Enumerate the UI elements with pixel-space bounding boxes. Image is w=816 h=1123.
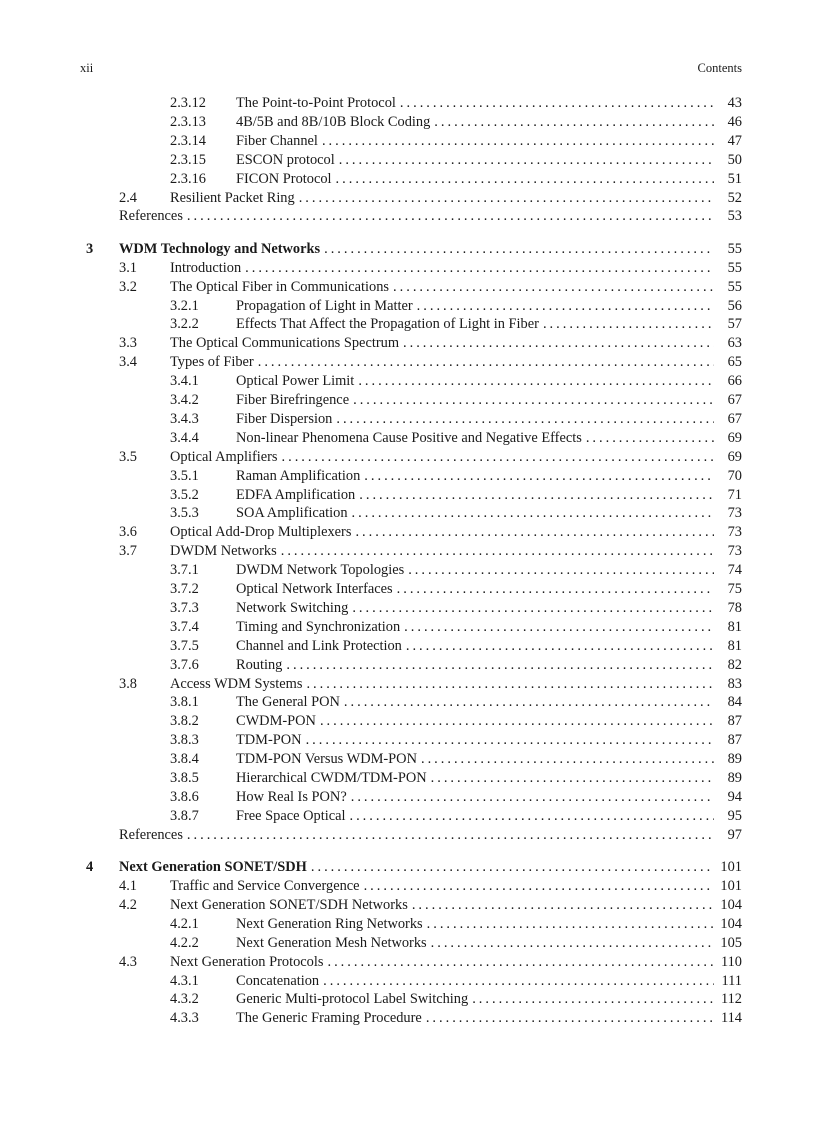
- entry-title: Access WDM Systems: [170, 675, 306, 694]
- entry-title: Optical Add-Drop Multiplexers: [170, 523, 355, 542]
- section-number: 3.1: [119, 259, 137, 276]
- toc-section-entry[interactable]: [0, 877, 816, 896]
- entry-title-leader: [236, 486, 714, 505]
- entry-title: Hierarchical CWDM/TDM-PON: [236, 769, 431, 788]
- entry-title-leader: [236, 915, 714, 934]
- toc-subsection-entry[interactable]: [0, 561, 816, 580]
- entry-title: The Optical Fiber in Communications: [170, 278, 393, 297]
- entry-title-leader: [236, 170, 714, 189]
- entry-title: References: [119, 207, 187, 226]
- page-reference: 46: [727, 113, 742, 130]
- section-number: 3.7.4: [170, 618, 199, 635]
- entry-title: Optical Power Limit: [236, 372, 358, 391]
- entry-title-leader: [170, 189, 714, 208]
- dot-leader: [352, 504, 714, 523]
- section-number: 4.2: [119, 896, 137, 913]
- entry-title-leader: [236, 807, 714, 826]
- toc-section-entry[interactable]: [0, 259, 816, 278]
- entry-title-leader: [170, 675, 714, 694]
- toc-subsection-entry[interactable]: [0, 990, 816, 1009]
- page-reference: 84: [727, 694, 742, 711]
- entry-title-leader: [236, 580, 714, 599]
- entry-title: References: [119, 826, 187, 845]
- entry-title-leader: [170, 278, 714, 297]
- entry-title-leader: [236, 391, 714, 410]
- entry-title: DWDM Networks: [170, 542, 281, 561]
- dot-leader: [364, 467, 714, 486]
- page-reference: 94: [727, 788, 742, 805]
- entry-title-leader: [170, 334, 714, 353]
- dot-leader: [327, 953, 714, 972]
- section-number: 3.7.3: [170, 599, 199, 616]
- entry-title-leader: [119, 826, 714, 845]
- section-number: 3.2: [119, 278, 137, 295]
- section-number: 3.8.3: [170, 732, 199, 749]
- chapter-number: 4: [86, 859, 94, 876]
- page-reference: 67: [727, 410, 742, 427]
- entry-title: Concatenation: [236, 972, 323, 991]
- entry-title-leader: [236, 132, 714, 151]
- section-number: 2.4: [119, 189, 137, 206]
- entry-title: Next Generation SONET/SDH: [119, 858, 311, 877]
- dot-leader: [472, 990, 714, 1009]
- section-number: 3.4.2: [170, 392, 199, 408]
- entry-title-leader: [236, 769, 714, 788]
- page-reference: 73: [727, 505, 742, 522]
- entry-title-leader: [236, 693, 714, 712]
- page-reference: 104: [720, 915, 742, 932]
- entry-title-leader: [236, 990, 714, 1009]
- entry-title: ESCON protocol: [236, 151, 339, 170]
- toc-subsection-entry[interactable]: [0, 372, 816, 391]
- dot-leader: [339, 151, 714, 170]
- toc-subsection-entry[interactable]: [0, 1009, 816, 1028]
- entry-title-leader: [236, 315, 714, 334]
- section-number: 3.5: [119, 448, 137, 465]
- page-reference: 75: [727, 581, 742, 597]
- section-number: 3.7.5: [170, 637, 199, 654]
- page-reference: 70: [727, 467, 742, 484]
- page-reference: 55: [727, 278, 742, 295]
- entry-title-leader: [236, 599, 714, 618]
- toc-section-entry[interactable]: [0, 278, 816, 297]
- entry-title: Non-linear Phenomena Cause Positive and Negative Effects: [236, 429, 586, 448]
- dot-leader: [393, 278, 714, 297]
- dot-leader: [351, 788, 714, 807]
- entry-title-leader: [236, 750, 714, 769]
- dot-leader: [187, 207, 714, 226]
- entry-title-leader: [236, 429, 714, 448]
- dot-leader: [306, 731, 714, 750]
- dot-leader: [323, 972, 714, 991]
- entry-title: Fiber Birefringence: [236, 391, 353, 410]
- section-number: 4.1: [119, 878, 137, 894]
- toc-section-entry[interactable]: [0, 448, 816, 467]
- entry-title-leader: [236, 618, 714, 637]
- entry-title-leader: [236, 972, 714, 991]
- section-number: 3.5.1: [170, 467, 199, 484]
- entry-title-leader: [236, 934, 714, 953]
- section-number: 4.2.2: [170, 934, 199, 951]
- dot-leader: [322, 132, 714, 151]
- page-reference: 110: [720, 953, 742, 970]
- section-number: 3.8.7: [170, 807, 199, 824]
- page-reference: 53: [727, 208, 742, 225]
- page-reference: 51: [727, 170, 742, 187]
- page-reference: 66: [727, 373, 742, 390]
- dot-leader: [282, 448, 714, 467]
- toc-chapter-entry[interactable]: [0, 240, 816, 259]
- section-number: 3.8.6: [170, 788, 199, 805]
- entry-title: Network Switching: [236, 599, 352, 618]
- entry-title-leader: [170, 353, 714, 372]
- entry-title-leader: [236, 467, 714, 486]
- toc-subsection-entry[interactable]: [0, 504, 816, 523]
- page-reference: 101: [720, 878, 742, 894]
- dot-leader: [336, 410, 714, 429]
- section-number: 4.3.2: [170, 991, 199, 1008]
- toc-subsection-entry[interactable]: [0, 750, 816, 769]
- dot-leader: [431, 934, 714, 953]
- entry-title-leader: [236, 561, 714, 580]
- page-reference: 52: [727, 189, 742, 206]
- dot-leader: [421, 750, 714, 769]
- entry-title-leader: [236, 113, 714, 132]
- dot-leader: [281, 542, 714, 561]
- page-reference: 43: [727, 95, 742, 111]
- toc-subsection-entry[interactable]: [0, 599, 816, 618]
- entry-title-leader: [236, 1009, 714, 1028]
- dot-leader: [344, 693, 714, 712]
- entry-title: How Real Is PON?: [236, 788, 351, 807]
- page-reference: 63: [727, 335, 742, 352]
- toc-subsection-entry[interactable]: [0, 94, 816, 113]
- entry-title-leader: [236, 712, 714, 731]
- entry-title-leader: [119, 240, 714, 259]
- page-reference: 89: [727, 770, 742, 786]
- entry-title-leader: [236, 788, 714, 807]
- dot-leader: [400, 94, 714, 113]
- page-reference: 67: [727, 392, 742, 408]
- section-number: 2.3.14: [170, 132, 206, 149]
- page-reference: 69: [727, 448, 742, 465]
- section-number: 3.5.3: [170, 505, 199, 522]
- section-number: 3.6: [119, 524, 137, 541]
- entry-title-leader: [170, 542, 714, 561]
- toc-subsection-entry[interactable]: [0, 807, 816, 826]
- dot-leader: [286, 656, 714, 675]
- toc-chapter-entry[interactable]: [0, 858, 816, 877]
- dot-leader: [358, 372, 714, 391]
- page-reference: 73: [727, 524, 742, 541]
- entry-title: Effects That Affect the Propagation of Light in Fiber: [236, 315, 543, 334]
- section-number: 3.8.4: [170, 751, 199, 768]
- dot-leader: [403, 334, 714, 353]
- entry-title: TDM-PON: [236, 731, 306, 750]
- toc-section-entry[interactable]: [0, 953, 816, 972]
- toc-subsection-entry[interactable]: [0, 113, 816, 132]
- page-reference: 81: [727, 618, 742, 635]
- section-number: 4.3.1: [170, 972, 199, 989]
- page-reference: 101: [720, 859, 742, 876]
- page-reference: 71: [727, 486, 742, 503]
- page-reference: 87: [727, 732, 742, 749]
- dot-leader: [427, 915, 714, 934]
- entry-title-leader: [170, 259, 714, 278]
- dot-leader: [352, 599, 714, 618]
- dot-leader: [353, 391, 714, 410]
- section-number: 3.2.2: [170, 316, 199, 333]
- dot-leader: [258, 353, 714, 372]
- entry-title: FICON Protocol: [236, 170, 336, 189]
- toc-subsection-entry[interactable]: [0, 618, 816, 637]
- section-number: 3.4.1: [170, 373, 199, 390]
- toc-section-entry[interactable]: [0, 675, 816, 694]
- dot-leader: [408, 561, 714, 580]
- entry-title-leader: [236, 656, 714, 675]
- section-number: 3.3: [119, 335, 137, 352]
- toc-subsection-entry[interactable]: [0, 693, 816, 712]
- toc-subsection-entry[interactable]: [0, 151, 816, 170]
- page-reference: 95: [727, 807, 742, 824]
- entry-title-leader: [170, 896, 714, 915]
- page-reference: 50: [727, 151, 742, 168]
- page-reference: 87: [727, 713, 742, 730]
- entry-title: DWDM Network Topologies: [236, 561, 408, 580]
- entry-title: Next Generation Mesh Networks: [236, 934, 431, 953]
- entry-title: Routing: [236, 656, 286, 675]
- page-reference: 78: [727, 599, 742, 616]
- toc-subsection-entry[interactable]: [0, 467, 816, 486]
- page-reference: 57: [727, 316, 742, 333]
- toc-subsection-entry[interactable]: [0, 315, 816, 334]
- entry-title: Optical Amplifiers: [170, 448, 282, 467]
- entry-title-leader: [236, 410, 714, 429]
- dot-leader: [397, 580, 714, 599]
- page-reference: 105: [720, 934, 742, 951]
- page-reference: 73: [727, 543, 742, 560]
- entry-title-leader: [119, 858, 714, 877]
- entry-title: Next Generation SONET/SDH Networks: [170, 896, 412, 915]
- toc-subsection-entry[interactable]: [0, 731, 816, 750]
- toc-subsection-entry[interactable]: [0, 934, 816, 953]
- toc-subsection-entry[interactable]: [0, 656, 816, 675]
- entry-title: Fiber Channel: [236, 132, 322, 151]
- toc-section-entry[interactable]: [0, 189, 816, 208]
- page-reference: 104: [720, 896, 742, 913]
- chapter-number: 3: [86, 240, 94, 257]
- dot-leader: [299, 189, 714, 208]
- dot-leader: [306, 675, 714, 694]
- entry-title-leader: [170, 877, 714, 896]
- entry-title: The Optical Communications Spectrum: [170, 334, 403, 353]
- section-number: 3.8: [119, 675, 137, 692]
- dot-leader: [320, 712, 714, 731]
- page-reference: 74: [727, 562, 742, 579]
- page-reference: 97: [727, 826, 742, 843]
- entry-title-leader: [170, 448, 714, 467]
- page-reference: 114: [720, 1010, 742, 1027]
- entry-title: Timing and Synchronization: [236, 618, 404, 637]
- dot-leader: [364, 877, 714, 896]
- entry-title-leader: [236, 372, 714, 391]
- section-number: 3.7.2: [170, 581, 199, 597]
- toc-subsection-entry[interactable]: [0, 170, 816, 189]
- entry-title: WDM Technology and Networks: [119, 240, 324, 259]
- dot-leader: [324, 240, 714, 259]
- dot-leader: [426, 1009, 714, 1028]
- entry-title: 4B/5B and 8B/10B Block Coding: [236, 113, 434, 132]
- page-reference: 56: [727, 297, 742, 314]
- entry-title: TDM-PON Versus WDM-PON: [236, 750, 421, 769]
- entry-title: CWDM-PON: [236, 712, 320, 731]
- section-number: 3.4.4: [170, 429, 199, 446]
- section-number: 3.8.2: [170, 713, 199, 730]
- dot-leader: [543, 315, 714, 334]
- page-reference: 47: [727, 132, 742, 149]
- toc-subsection-entry[interactable]: [0, 769, 816, 788]
- section-number: 3.7: [119, 543, 137, 560]
- entry-title: Types of Fiber: [170, 353, 258, 372]
- entry-title: Optical Network Interfaces: [236, 580, 397, 599]
- dot-leader: [187, 826, 714, 845]
- toc-subsection-entry[interactable]: [0, 972, 816, 991]
- toc-subsection-entry[interactable]: [0, 391, 816, 410]
- toc-references-entry[interactable]: [0, 826, 816, 845]
- section-number: 3.8.5: [170, 770, 199, 786]
- section-number: 2.3.12: [170, 95, 206, 111]
- page-number: xii: [80, 61, 94, 75]
- entry-title-leader: [236, 731, 714, 750]
- entry-title: Introduction: [170, 259, 245, 278]
- entry-title: Next Generation Ring Networks: [236, 915, 427, 934]
- dot-leader: [412, 896, 714, 915]
- dot-leader: [586, 429, 714, 448]
- entry-title: The Point-to-Point Protocol: [236, 94, 400, 113]
- toc-subsection-entry[interactable]: [0, 915, 816, 934]
- toc-subsection-entry[interactable]: [0, 788, 816, 807]
- entry-title-leader: [170, 953, 714, 972]
- dot-leader: [311, 858, 714, 877]
- dot-leader: [359, 486, 714, 505]
- toc-subsection-entry[interactable]: [0, 712, 816, 731]
- toc-subsection-entry[interactable]: [0, 410, 816, 429]
- entry-title-leader: [236, 94, 714, 113]
- entry-title-leader: [236, 151, 714, 170]
- section-number: 3.2.1: [170, 297, 199, 314]
- entry-title: Traffic and Service Convergence: [170, 877, 364, 896]
- toc-subsection-entry[interactable]: [0, 297, 816, 316]
- page-reference: 111: [721, 972, 742, 989]
- page-reference: 83: [727, 675, 742, 692]
- entry-title-leader: [170, 523, 714, 542]
- section-number: 4.3: [119, 953, 137, 970]
- dot-leader: [355, 523, 714, 542]
- toc-subsection-entry[interactable]: [0, 486, 816, 505]
- page-reference: 112: [720, 991, 742, 1008]
- entry-title: The General PON: [236, 693, 344, 712]
- toc-section-entry[interactable]: [0, 542, 816, 561]
- page-reference: 69: [727, 429, 742, 446]
- entry-title-leader: [236, 637, 714, 656]
- entry-title-leader: [236, 297, 714, 316]
- entry-title: The Generic Framing Procedure: [236, 1009, 426, 1028]
- toc-subsection-entry[interactable]: [0, 580, 816, 599]
- toc-section-entry[interactable]: [0, 353, 816, 372]
- entry-title-leader: [236, 504, 714, 523]
- entry-title: Raman Amplification: [236, 467, 364, 486]
- dot-leader: [349, 807, 714, 826]
- dot-leader: [404, 618, 714, 637]
- toc-references-entry[interactable]: [0, 207, 816, 226]
- toc-section-entry[interactable]: [0, 334, 816, 353]
- entry-title: Propagation of Light in Matter: [236, 297, 417, 316]
- dot-leader: [336, 170, 714, 189]
- toc-subsection-entry[interactable]: [0, 429, 816, 448]
- toc-subsection-entry[interactable]: [0, 132, 816, 151]
- section-number: 3.4.3: [170, 410, 199, 427]
- section-number: 3.5.2: [170, 486, 199, 503]
- entry-title: SOA Amplification: [236, 504, 352, 523]
- entry-title-leader: [119, 207, 714, 226]
- section-number: 3.7.6: [170, 656, 199, 673]
- section-number: 2.3.16: [170, 170, 206, 187]
- page-reference: 55: [727, 240, 742, 257]
- dot-leader: [417, 297, 714, 316]
- section-number: 4.3.3: [170, 1010, 199, 1027]
- entry-title: Fiber Dispersion: [236, 410, 336, 429]
- dot-leader: [245, 259, 714, 278]
- section-number: 2.3.13: [170, 113, 206, 130]
- toc-section-entry[interactable]: [0, 896, 816, 915]
- section-number: 3.7.1: [170, 562, 199, 579]
- toc-subsection-entry[interactable]: [0, 637, 816, 656]
- entry-title: EDFA Amplification: [236, 486, 359, 505]
- running-head-title: Contents: [697, 61, 742, 75]
- section-number: 3.4: [119, 354, 137, 371]
- page-reference: 55: [727, 259, 742, 276]
- dot-leader: [431, 769, 714, 788]
- page-reference: 81: [727, 637, 742, 654]
- entry-title: Channel and Link Protection: [236, 637, 406, 656]
- entry-title: Resilient Packet Ring: [170, 189, 299, 208]
- toc-section-entry[interactable]: [0, 523, 816, 542]
- dot-leader: [434, 113, 714, 132]
- entry-title: Free Space Optical: [236, 807, 349, 826]
- page-reference: 65: [727, 354, 742, 371]
- section-number: 2.3.15: [170, 151, 206, 168]
- page-reference: 89: [727, 751, 742, 768]
- section-number: 3.8.1: [170, 694, 199, 711]
- entry-title: Generic Multi-protocol Label Switching: [236, 990, 472, 1009]
- section-number: 4.2.1: [170, 915, 199, 932]
- page-reference: 82: [727, 656, 742, 673]
- running-head: [80, 61, 742, 77]
- entry-title: Next Generation Protocols: [170, 953, 327, 972]
- dot-leader: [406, 637, 714, 656]
